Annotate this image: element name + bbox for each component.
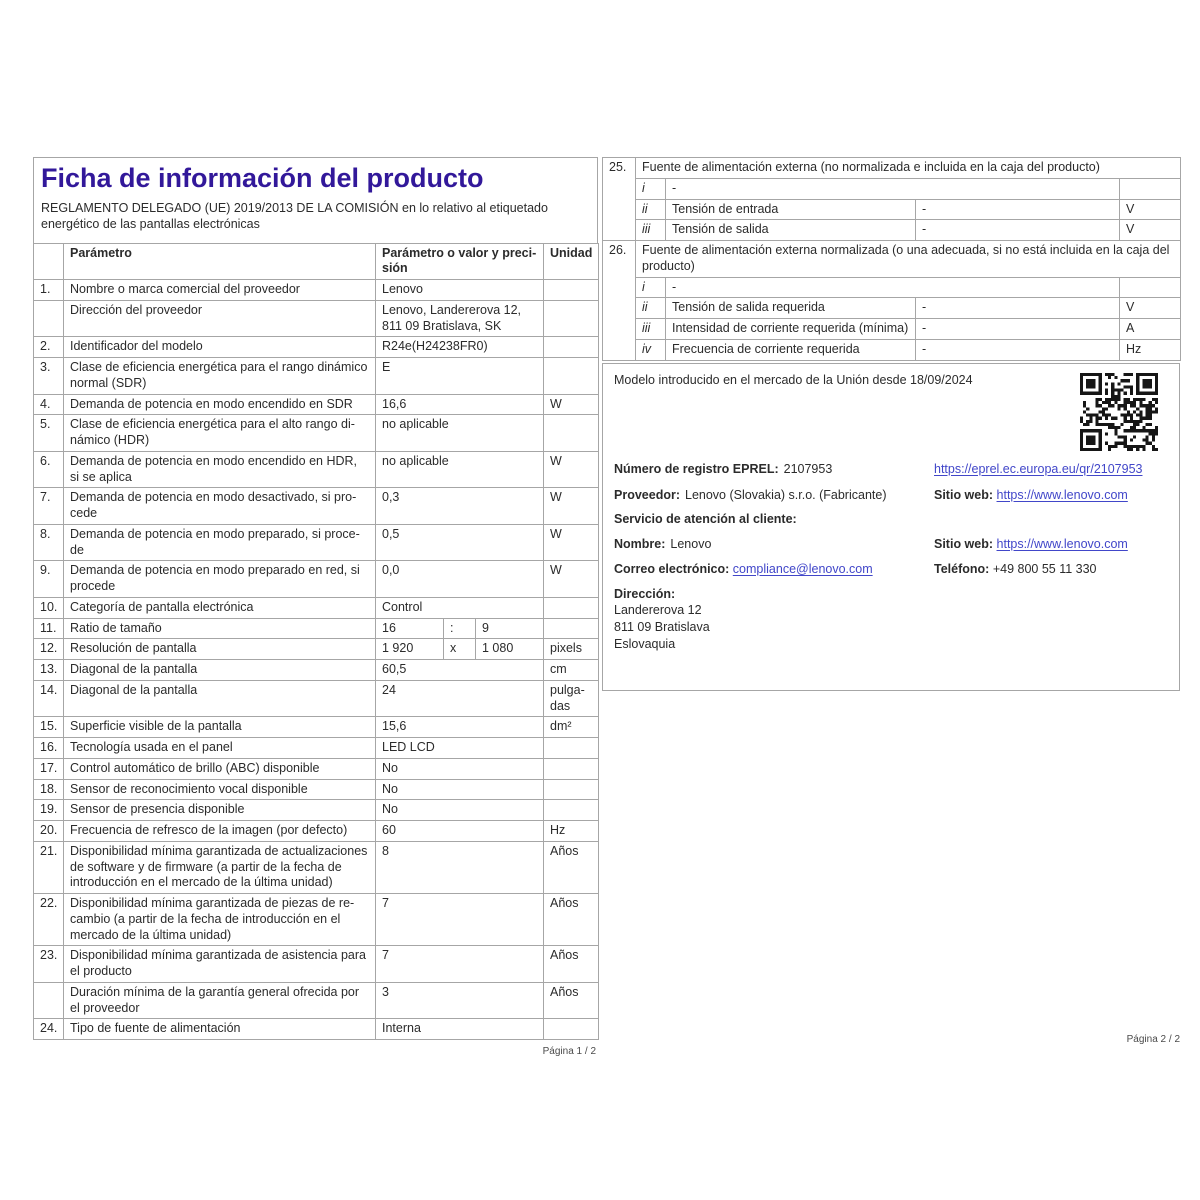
- param-value-left: 1 920: [376, 639, 444, 660]
- param-label: Demanda de potencia en modo preparado en red, si procede: [64, 561, 376, 598]
- param-unit: W: [544, 561, 599, 598]
- item-value: -: [916, 199, 1120, 220]
- correo-line: [614, 562, 926, 578]
- item-value: -: [916, 298, 1120, 319]
- param-label: Superficie visible de la pantalla: [64, 717, 376, 738]
- param-unit: W: [544, 524, 599, 561]
- param-unit: [544, 800, 599, 821]
- param-unit: W: [544, 394, 599, 415]
- eprel-number: 2107953: [783, 461, 833, 476]
- nombre-line: [614, 537, 926, 553]
- eprel-label: Número de registro EPREL:: [614, 461, 779, 476]
- row-number: 23.: [34, 946, 64, 983]
- param-label: Tipo de fuente de alimentación: [64, 1019, 376, 1040]
- param-label: Control automático de brillo (ABC) disponible: [64, 758, 376, 779]
- row-number: 13.: [34, 660, 64, 681]
- param-unit: W: [544, 488, 599, 525]
- param-value-right: 9: [476, 618, 544, 639]
- table-row: [34, 894, 599, 946]
- telefono-label: Teléfono:: [934, 561, 990, 576]
- param-label: Categoría de pantalla electrónica: [64, 597, 376, 618]
- row-number: 5.: [34, 415, 64, 452]
- market-entry-line: Modelo introducido en el mercado de la Unión desde 18/09/2024: [614, 373, 973, 387]
- param-unit: [544, 738, 599, 759]
- psu-item-row: [603, 319, 1181, 340]
- param-value: Lenovo, Landererova 12, 811 09 Bratislava, SK: [376, 300, 544, 337]
- param-value: 24: [376, 680, 544, 717]
- row-number: 1.: [34, 280, 64, 301]
- table-row: [34, 618, 599, 639]
- row-number: 22.: [34, 894, 64, 946]
- table-row: [34, 841, 599, 893]
- item-label: Tensión de salida requerida: [666, 298, 916, 319]
- item-unit: V: [1120, 298, 1181, 319]
- param-label: Resolución de pantalla: [64, 639, 376, 660]
- row-number: 20.: [34, 821, 64, 842]
- row-number: 7.: [34, 488, 64, 525]
- address-line: Landererova 12: [614, 603, 702, 618]
- param-label: Nombre o marca comercial del proveedor: [64, 280, 376, 301]
- psu-item-row: [603, 178, 1181, 199]
- param-label: Diagonal de la pantalla: [64, 680, 376, 717]
- table-row: [34, 337, 599, 358]
- param-value-sep: x: [444, 639, 476, 660]
- roman-index: i: [636, 277, 666, 298]
- param-value: Control: [376, 597, 544, 618]
- table-row: [34, 680, 599, 717]
- qr-code: [1080, 373, 1158, 451]
- param-value: 0,3: [376, 488, 544, 525]
- row-number: 8.: [34, 524, 64, 561]
- table-row: [34, 451, 599, 488]
- nombre-label: Nombre:: [614, 537, 666, 551]
- header-parametro: Parámetro: [64, 243, 376, 280]
- page-subtitle: REGLAMENTO DELEGADO (UE) 2019/2013 DE LA COMISIÓN en lo relativo al etiquetado energético de las pantallas electrónicas: [41, 201, 548, 232]
- row-number: 2.: [34, 337, 64, 358]
- external-psu-section: [602, 157, 1180, 361]
- roman-index: ii: [636, 199, 666, 220]
- param-unit: Años: [544, 841, 599, 893]
- param-value: 7: [376, 946, 544, 983]
- roman-index: iv: [636, 339, 666, 360]
- servicio-cliente-heading: Servicio de atención al cliente:: [614, 512, 797, 527]
- param-value: 0,0: [376, 561, 544, 598]
- section-number: 26.: [603, 241, 636, 361]
- param-unit: [544, 358, 599, 395]
- param-unit: [544, 415, 599, 452]
- row-number: 10.: [34, 597, 64, 618]
- param-unit: [544, 758, 599, 779]
- page2-footer: Página 2 / 2: [1126, 1034, 1180, 1045]
- param-label: Sensor de presencia disponible: [64, 800, 376, 821]
- param-unit: Años: [544, 982, 599, 1019]
- section-title: Fuente de alimentación externa (no normalizada e incluida en la caja del producto): [636, 158, 1181, 179]
- roman-index: i: [636, 178, 666, 199]
- param-value: no aplicable: [376, 415, 544, 452]
- param-unit: [544, 337, 599, 358]
- row-number: 21.: [34, 841, 64, 893]
- item-unit: V: [1120, 199, 1181, 220]
- row-number: [34, 982, 64, 1019]
- product-parameters-table: [33, 243, 599, 1041]
- psu-table: [602, 157, 1181, 361]
- param-value: 16,6: [376, 394, 544, 415]
- page-title: Ficha de información del producto: [41, 163, 484, 193]
- row-number: 18.: [34, 779, 64, 800]
- item-label: Tensión de entrada: [666, 199, 916, 220]
- param-value: 0,5: [376, 524, 544, 561]
- param-value: 60,5: [376, 660, 544, 681]
- row-number: 14.: [34, 680, 64, 717]
- row-number: 4.: [34, 394, 64, 415]
- telefono-value: +49 800 55 11 330: [992, 561, 1097, 576]
- row-number: 19.: [34, 800, 64, 821]
- param-unit: dm²: [544, 717, 599, 738]
- param-label: Diagonal de la pantalla: [64, 660, 376, 681]
- lenovo-website-link-2[interactable]: https://www.lenovo.com: [996, 537, 1128, 551]
- row-number: 6.: [34, 451, 64, 488]
- address-line: Eslovaquia: [614, 637, 676, 652]
- row-number: 3.: [34, 358, 64, 395]
- param-label: Frecuencia de refresco de la imagen (por defecto): [64, 821, 376, 842]
- param-value: Interna: [376, 1019, 544, 1040]
- supplier-info-box: [602, 363, 1180, 691]
- row-number: 9.: [34, 561, 64, 598]
- table-row: [34, 639, 599, 660]
- item-label: Intensidad de corriente requerida (mínima): [666, 319, 916, 340]
- table-row: [34, 800, 599, 821]
- header-empty: [34, 243, 64, 280]
- header-unidad: Unidad: [544, 243, 599, 280]
- param-value-right: 1 080: [476, 639, 544, 660]
- row-number: 15.: [34, 717, 64, 738]
- title-block: [33, 157, 598, 243]
- proveedor-line: [614, 488, 926, 504]
- param-unit: [544, 1019, 599, 1040]
- param-value-left: 16: [376, 618, 444, 639]
- table-row: [34, 738, 599, 759]
- param-label: Tecnología usada en el panel: [64, 738, 376, 759]
- table-row: [34, 524, 599, 561]
- param-value: R24e(H24238FR0): [376, 337, 544, 358]
- param-label: Ratio de tamaño: [64, 618, 376, 639]
- param-value: LED LCD: [376, 738, 544, 759]
- sitio-web-label-2: Sitio web:: [934, 537, 994, 551]
- row-number: 16.: [34, 738, 64, 759]
- psu-item-row: [603, 220, 1181, 241]
- param-label: Dirección del proveedor: [64, 300, 376, 337]
- table-row: [34, 1019, 599, 1040]
- param-unit: Hz: [544, 821, 599, 842]
- roman-index: iii: [636, 319, 666, 340]
- table-row: [34, 415, 599, 452]
- param-label: Disponibilidad mínima garantizada de piezas de recambio (a partir de la fecha de introducción en el mercado de la última unidad): [64, 894, 376, 946]
- product-fiche-page1: [33, 157, 598, 1059]
- table-row: [34, 358, 599, 395]
- param-value: no aplicable: [376, 451, 544, 488]
- nombre-value: Lenovo: [670, 537, 712, 551]
- param-label: Disponibilidad mínima garantizada de asistencia para el producto: [64, 946, 376, 983]
- param-label: Demanda de potencia en modo encendido en SDR: [64, 394, 376, 415]
- psu-item-row: [603, 339, 1181, 360]
- table-row: [34, 280, 599, 301]
- item-unit: A: [1120, 319, 1181, 340]
- roman-index: iii: [636, 220, 666, 241]
- psu-section-header: [603, 241, 1181, 278]
- item-unit: Hz: [1120, 339, 1181, 360]
- param-value: No: [376, 800, 544, 821]
- item-unit: [1120, 277, 1181, 298]
- psu-section-header: [603, 158, 1181, 179]
- table-row: [34, 946, 599, 983]
- sitio-web-label: Sitio web:: [934, 487, 994, 502]
- param-unit: pulgadas: [544, 680, 599, 717]
- param-value: 7: [376, 894, 544, 946]
- section-title: Fuente de alimentación externa normalizada (o una adecuada, si no está incluida en la caja del producto): [636, 241, 1181, 278]
- item-value: -: [916, 220, 1120, 241]
- table-row: [34, 561, 599, 598]
- param-value: No: [376, 758, 544, 779]
- param-label: Demanda de potencia en modo preparado, si procede: [64, 524, 376, 561]
- param-unit: Años: [544, 894, 599, 946]
- psu-item-row: [603, 277, 1181, 298]
- param-label: Clase de eficiencia energética para el rango dinámico normal (SDR): [64, 358, 376, 395]
- row-number: 11.: [34, 618, 64, 639]
- param-unit: cm: [544, 660, 599, 681]
- proveedor-value: Lenovo (Slovakia) s.r.o. (Fabricante): [685, 487, 887, 502]
- param-value-sep: :: [444, 618, 476, 639]
- eprel-link[interactable]: https://eprel.ec.europa.eu/qr/2107953: [934, 461, 1143, 476]
- param-label: Duración mínima de la garantía general ofrecida por el proveedor: [64, 982, 376, 1019]
- item-value: -: [916, 319, 1120, 340]
- psu-item-row: [603, 298, 1181, 319]
- correo-label: Correo electrónico:: [614, 561, 730, 576]
- item-label: Tensión de salida: [666, 220, 916, 241]
- param-value: 8: [376, 841, 544, 893]
- roman-index: ii: [636, 298, 666, 319]
- param-value: 15,6: [376, 717, 544, 738]
- item-dash: -: [666, 277, 1120, 298]
- direccion-label: Dirección:: [614, 586, 676, 601]
- param-value: 3: [376, 982, 544, 1019]
- row-number: 12.: [34, 639, 64, 660]
- param-unit: [544, 280, 599, 301]
- table-row: [34, 758, 599, 779]
- param-label: Demanda de potencia en modo desactivado, si procede: [64, 488, 376, 525]
- item-unit: [1120, 178, 1181, 199]
- item-value: -: [916, 339, 1120, 360]
- table-row: [34, 488, 599, 525]
- param-unit: pixels: [544, 639, 599, 660]
- table-row: [34, 982, 599, 1019]
- table-row: [34, 660, 599, 681]
- table-row: [34, 821, 599, 842]
- param-value: Lenovo: [376, 280, 544, 301]
- param-unit: W: [544, 451, 599, 488]
- param-label: Sensor de reconocimiento vocal disponible: [64, 779, 376, 800]
- table-row: [34, 597, 599, 618]
- table-header-row: [34, 243, 599, 280]
- address-line: 811 09 Bratislava: [614, 620, 710, 635]
- email-link[interactable]: compliance@lenovo.com: [732, 561, 873, 576]
- direccion-lines: [614, 602, 1168, 653]
- param-label: Disponibilidad mínima garantizada de actualizaciones de software y de firmware (a partir de la fecha de introducción en el mercado de la última unidad): [64, 841, 376, 893]
- item-label: Frecuencia de corriente requerida: [666, 339, 916, 360]
- table-row: [34, 394, 599, 415]
- param-unit: [544, 779, 599, 800]
- param-label: Clase de eficiencia energética para el alto rango dinámico (HDR): [64, 415, 376, 452]
- page1-footer: Página 1 / 2: [542, 1046, 596, 1058]
- param-label: Identificador del modelo: [64, 337, 376, 358]
- table-row: [34, 779, 599, 800]
- param-value: E: [376, 358, 544, 395]
- table-row: [34, 717, 599, 738]
- param-label: Demanda de potencia en modo encendido en HDR, si se aplica: [64, 451, 376, 488]
- table-row: [34, 300, 599, 337]
- item-dash: -: [666, 178, 1120, 199]
- lenovo-website-link[interactable]: https://www.lenovo.com: [996, 487, 1128, 502]
- header-valor: Parámetro o valor y precisión: [376, 243, 544, 280]
- param-value: No: [376, 779, 544, 800]
- psu-item-row: [603, 199, 1181, 220]
- eprel-registration: [614, 462, 926, 478]
- param-unit: [544, 618, 599, 639]
- param-value: 60: [376, 821, 544, 842]
- proveedor-label: Proveedor:: [614, 487, 680, 502]
- param-unit: [544, 300, 599, 337]
- row-number: [34, 300, 64, 337]
- row-number: 17.: [34, 758, 64, 779]
- row-number: 24.: [34, 1019, 64, 1040]
- param-unit: [544, 597, 599, 618]
- param-unit: Años: [544, 946, 599, 983]
- section-number: 25.: [603, 158, 636, 241]
- item-unit: V: [1120, 220, 1181, 241]
